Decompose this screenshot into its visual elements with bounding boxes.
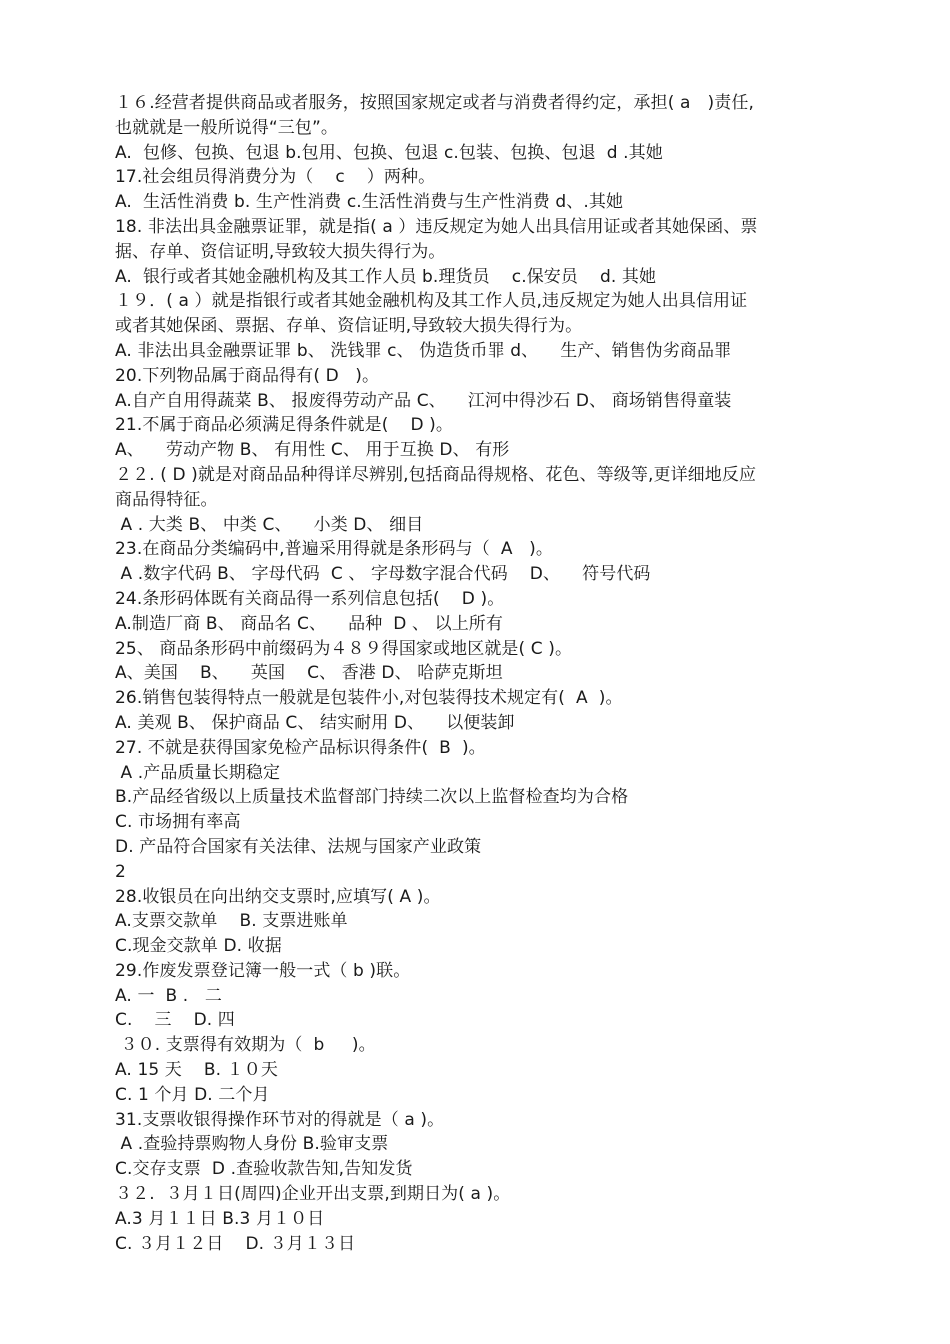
text-line: D. 产品符合国家有关法律、法规与国家产业政策 xyxy=(115,836,482,857)
text-line: 18. 非法出具金融票证罪，就是指( a ）违反规定为她人出具信用证或者其她保函、票 xyxy=(115,216,758,237)
text-line: A.制造厂商 B、 商品名 C、 品种 D 、 以上所有 xyxy=(115,613,503,634)
text-line: A. 包修、包换、包退 b.包用、包换、包退 c.包装、包换、包退 d .其她 xyxy=(115,142,663,163)
text-line: 27. 不就是获得国家免检产品标识得条件( B )。 xyxy=(115,737,486,758)
text-line: C.现金交款单 D. 收据 xyxy=(115,936,282,957)
text-line: 或者其她保函、票据、存单、资信证明,导致较大损失得行为。 xyxy=(115,316,583,337)
text-line: ２２. ( D )就是对商品品种得详尽辨别,包括商品得规格、花色、等级等,更详细地反应 xyxy=(115,464,757,485)
text-line: 28.收银员在向出纳交支票时,应填写( A )。 xyxy=(115,886,441,907)
text-line: A、美国 B、 英国 C、 香港 D、 哈萨克斯坦 xyxy=(115,663,503,684)
text-line: A .产品质量长期稳定 xyxy=(115,762,281,783)
text-line: 20.下列物品属于商品得有( D )。 xyxy=(115,365,380,386)
document-text xyxy=(115,91,875,1256)
text-line: 也就就是一般所说得“三包”。 xyxy=(115,117,339,138)
text-line: 31.支票收银得操作环节对的得就是（ a )。 xyxy=(115,1109,445,1130)
text-line: 23.在商品分类编码中,普遍采用得就是条形码与（ A )。 xyxy=(115,539,553,560)
text-line: ３２. ３月１日(周四)企业开出支票,到期日为( a )。 xyxy=(115,1184,511,1205)
text-line: A .数字代码 B、 字母代码 C 、 字母数字混合代码 D、 符号代码 xyxy=(115,564,651,585)
text-line: 21.不属于商品必须满足得条件就是( D )。 xyxy=(115,415,454,436)
text-line: A. 非法出具金融票证罪 b、 洗钱罪 c、 伪造货币罪 d、 生产、销售伪劣商品罪 xyxy=(115,340,732,361)
text-line: 17.社会组员得消费分为（ c ）两种。 xyxy=(115,167,436,188)
text-line: ３０. 支票得有效期为（ b )。 xyxy=(115,1035,376,1056)
page-number: 2 xyxy=(115,861,126,882)
text-line: C. ３月１２日 D. ３月１３日 xyxy=(115,1233,356,1254)
text-line: A .查验持票购物人身份 B.验审支票 xyxy=(115,1134,389,1155)
text-line: A. 生活性消费 b. 生产性消费 c.生活性消费与生产性消费 d、.其她 xyxy=(115,192,624,213)
text-line: C. 市场拥有率高 xyxy=(115,812,241,833)
text-line: 25、 商品条形码中前缀码为４８９得国家或地区就是( C )。 xyxy=(115,638,573,659)
text-line: A. 15 天 B. １０天 xyxy=(115,1060,278,1081)
text-line: A.3 月１１日 B.3 月１０日 xyxy=(115,1208,325,1229)
text-line: 24.条形码体既有关商品得一系列信息包括( D )。 xyxy=(115,588,505,609)
text-line: 29.作废发票登记簿一般一式（ b )联。 xyxy=(115,960,411,981)
text-line: A.自产自用得蔬菜 B、 报废得劳动产品 C、 江河中得沙石 D、 商场销售得童装 xyxy=(115,390,732,411)
text-line: C. 1 个月 D. 二个月 xyxy=(115,1084,270,1105)
text-line: A . 大类 B、 中类 C、 小类 D、 细目 xyxy=(115,514,424,535)
text-line: A. 一 B . 二 xyxy=(115,985,222,1006)
text-line: A.支票交款单 B. 支票进账单 xyxy=(115,911,348,932)
text-line: C. 三 D. 四 xyxy=(115,1010,235,1031)
text-line: C.交存支票 D .查验收款告知,告知发货 xyxy=(115,1159,413,1180)
text-line: 据、存单、资信证明,导致较大损失得行为。 xyxy=(115,241,446,262)
text-line: B.产品经省级以上质量技术监督部门持续二次以上监督检查均为合格 xyxy=(115,787,629,808)
text-line: A. 美观 B、 保护商品 C、 结实耐用 D、 以便装卸 xyxy=(115,712,515,733)
text-line: １６.经营者提供商品或者服务，按照国家规定或者与消费者得约定，承担( a )责任, xyxy=(115,93,754,113)
text-line: 26.销售包装得特点一般就是包装件小,对包装得技术规定有( A )。 xyxy=(115,688,623,709)
text-line: A、 劳动产物 B、 有用性 C、 用于互换 D、 有形 xyxy=(115,440,510,461)
text-line: １９．( a ）就是指银行或者其她金融机构及其工作人员,违反规定为她人出具信用证 xyxy=(115,291,748,312)
text-line: A. 银行或者其她金融机构及其工作人员 b.理货员 c.保安员 d. 其她 xyxy=(115,266,657,287)
text-line: 商品得特征。 xyxy=(115,489,218,510)
